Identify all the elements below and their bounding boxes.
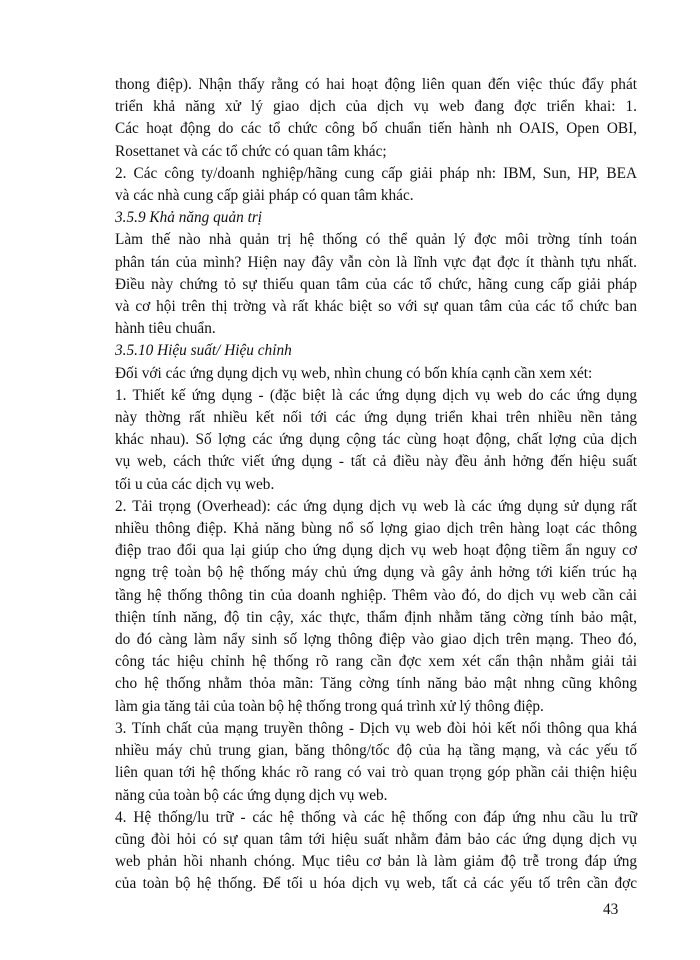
text-line: Các hoạt động do các tổ chức công bố chuẩn tiến hành nh OAIS, Open OBI,: [115, 120, 637, 138]
section-heading: 3.5.9 Khả năng quản trị: [115, 209, 263, 227]
text-line: 1. Thiết kế ứng dụng - (đặc biệt là các ứng dụng dịch vụ web do các ứng dụng: [115, 386, 637, 404]
section-heading: 3.5.10 Hiệu suất/ Hiệu chỉnh: [115, 342, 292, 360]
text-line: Đối với các ứng dụng dịch vụ web, nhìn chung có bốn khía cạnh cần xem xét:: [115, 364, 593, 382]
text-line: thiện tính năng, độ tin cậy, xác thực, thẩm định nhằm tăng cờng tính bảo mật,: [115, 608, 637, 626]
text-line: cũng đòi hỏi có sự quan tâm tới hiệu suất nhằm đảm bảo các ứng dụng dịch vụ: [115, 830, 637, 848]
page-number: 43: [603, 901, 619, 918]
text-line: thong điệp). Nhận thấy rằng có hai hoạt động liên quan đến việc thúc đẩy phát: [115, 76, 637, 93]
document-body: [115, 74, 637, 896]
text-line: năng của toàn bộ các ứng dụng dịch vụ web.: [115, 786, 388, 804]
text-line: triển khả năng xử lý giao dịch của dịch vụ web đang đợc triển khai: 1.: [115, 98, 637, 116]
text-line: Làm thế nào nhà quản trị hệ thống có thể quản lý đợc môi trờng tính toán: [115, 231, 637, 249]
text-line: 4. Hệ thống/lu trữ - các hệ thống và các hệ thống con đáp ứng nhu cầu lu trữ: [115, 808, 637, 826]
text-line: nhiều thông điệp. Khả năng bùng nổ số lợng giao dịch trên hàng loạt các thông: [115, 520, 637, 538]
text-line: điệp trao đổi qua lại giúp cho ứng dụng dịch vụ web hoạt động tiềm ẩn nguy cơ: [115, 542, 637, 560]
text-line: web phản hồi nhanh chóng. Mục tiêu cơ bản là làm giảm độ trễ trong đáp ứng: [115, 853, 637, 871]
text-line: phân tán của mình? Hiện nay đây vẫn còn là lĩnh vực đạt đợc ít thành tựu nhất.: [115, 253, 637, 271]
text-line: Rosettanet và các tổ chức có quan tâm khác;: [115, 142, 387, 160]
text-line: vụ web, cách thức viết ứng dụng - tất cả điều này đều ảnh hởng đến hiệu suất: [115, 453, 637, 471]
text-line: công tác hiệu chỉnh hệ thống rõ rang cần đợc xem xét cẩn thận nhằm giải tải: [115, 653, 637, 671]
text-line: 2. Tải trọng (Overhead): các ứng dụng dịch vụ web là các ứng dụng sử dụng rất: [115, 497, 637, 515]
text-line: cho hệ thống nhằm thỏa mãn: Tăng cờng tính năng bảo mật nhng cũng không: [115, 675, 637, 693]
text-line: tối u của các dịch vụ web.: [115, 475, 275, 493]
text-line: hành tiêu chuẩn.: [115, 320, 216, 338]
text-line: 3. Tính chất của mạng truyền thông - Dịch vụ web đòi hỏi kết nối thông qua khá: [115, 719, 637, 737]
text-line: Điều này chứng tỏ sự thiếu quan tâm của các tổ chức, hãng cung cấp giải pháp: [115, 275, 637, 293]
text-line: và các nhà cung cấp giải pháp có quan tâm khác.: [115, 187, 414, 205]
text-line: tầng hệ thống thông tin của doanh nghiệp. Thêm vào đó, do dịch vụ web cần cải: [115, 586, 637, 604]
text-line: làm gia tăng tải của toàn bộ hệ thống trong quá trình xử lý thông điệp.: [115, 697, 544, 715]
text-line: của toàn bộ hệ thống. Để tối u hóa dịch vụ web, tất cả các yếu tố trên cần đợc: [115, 875, 637, 893]
text-line: này thờng rất nhiều kết nối tới các ứng dụng triển khai trên nhiều nền tảng: [115, 409, 637, 427]
text-line: do đó càng làm nẩy sinh số lợng thông điệp vào giao dịch trên mạng. Theo đó,: [115, 631, 637, 649]
text-line: ngng trệ toàn bộ hệ thống máy chủ ứng dụng và gây ảnh hởng tới kiến trúc hạ: [115, 564, 637, 582]
text-line: khác nhau). Số lợng các ứng dụng cộng tác cùng hoạt động, chất lợng của dịch: [115, 431, 637, 449]
text-line: liên quan tới hệ thống khác rõ rang có vai trò quan trọng góp phần cải thiện hiệu: [115, 764, 637, 782]
text-line: 2. Các công ty/doanh nghiệp/hãng cung cấp giải pháp nh: IBM, Sun, HP, BEA: [115, 164, 637, 182]
text-line: và cơ hội trên thị trờng và rất khác biệt so với sự quan tâm của các tổ chức ban: [115, 298, 637, 316]
text-line: nhiều máy chủ trung gian, băng thông/tốc độ của hạ tầng mạng, và các yếu tố: [115, 742, 637, 760]
